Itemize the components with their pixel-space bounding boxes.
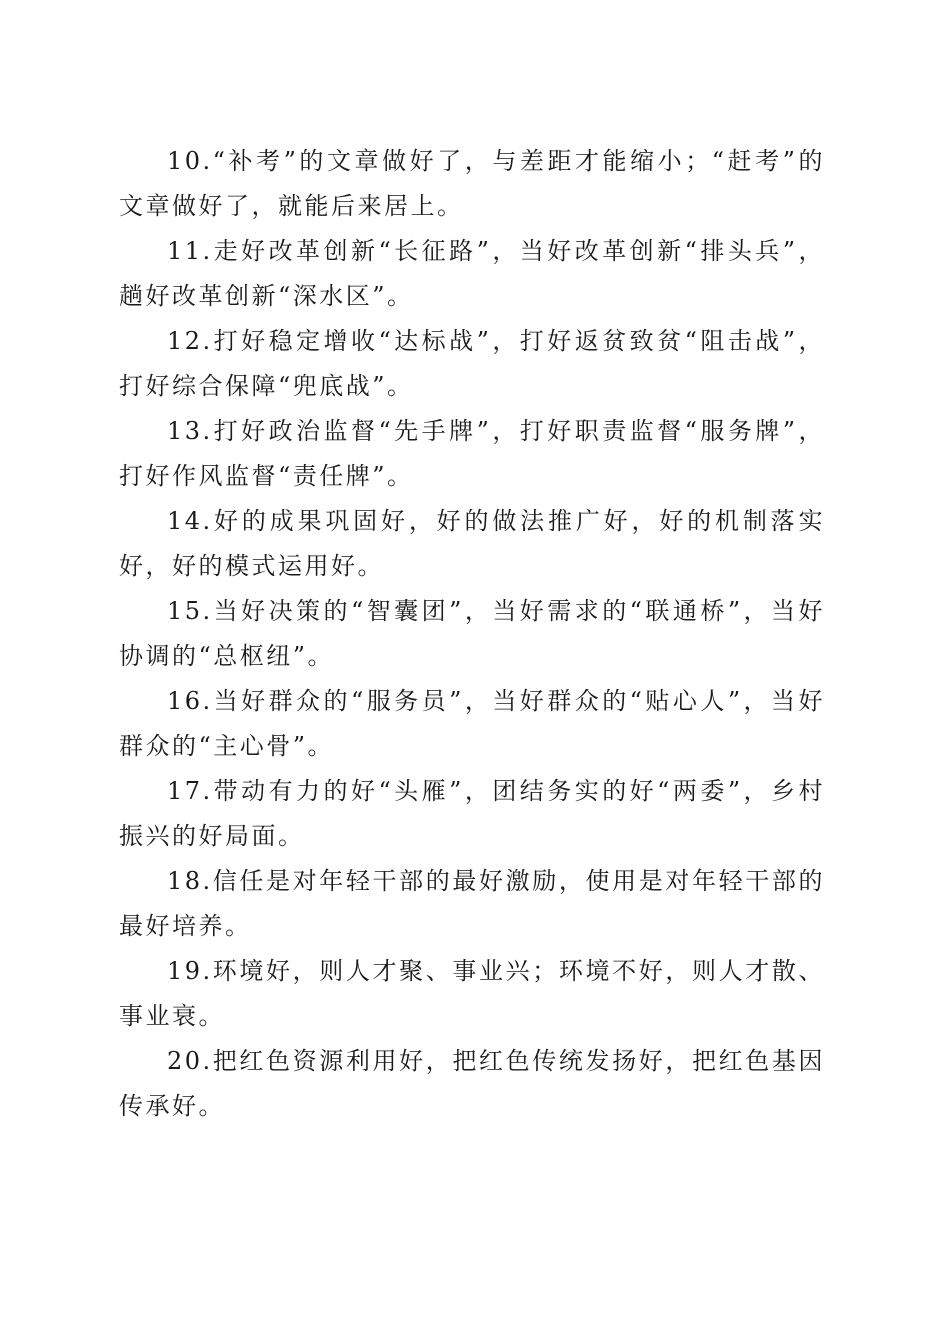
paragraph-18: 18.信任是对年轻干部的最好激励，使用是对年轻干部的最好培养。 [119, 867, 825, 940]
document-body [119, 139, 825, 1129]
paragraph-15: 15.当好决策的“智囊团”，当好需求的“联通桥”，当好协调的“总枢纽”。 [119, 597, 825, 670]
paragraph-11: 11.走好改革创新“长征路”，当好改革创新“排头兵”，趟好改革创新“深水区”。 [119, 237, 825, 310]
paragraph-16: 16.当好群众的“服务员”，当好群众的“贴心人”，当好群众的“主心骨”。 [119, 687, 825, 760]
paragraph-17: 17.带动有力的好“头雁”，团结务实的好“两委”，乡村振兴的好局面。 [119, 777, 825, 850]
paragraph-14: 14.好的成果巩固好，好的做法推广好，好的机制落实好，好的模式运用好。 [119, 507, 825, 580]
paragraph-19: 19.环境好，则人才聚、事业兴；环境不好，则人才散、事业衰。 [119, 957, 825, 1030]
paragraph-10: 10.“补考”的文章做好了，与差距才能缩小；“赶考”的文章做好了，就能后来居上。 [119, 147, 825, 220]
paragraph-20: 20.把红色资源利用好，把红色传统发扬好，把红色基因传承好。 [119, 1047, 825, 1120]
paragraph-13: 13.打好政治监督“先手牌”，打好职责监督“服务牌”，打好作风监督“责任牌”。 [119, 417, 825, 490]
paragraph-12: 12.打好稳定增收“达标战”，打好返贫致贫“阻击战”，打好综合保障“兜底战”。 [119, 327, 825, 400]
